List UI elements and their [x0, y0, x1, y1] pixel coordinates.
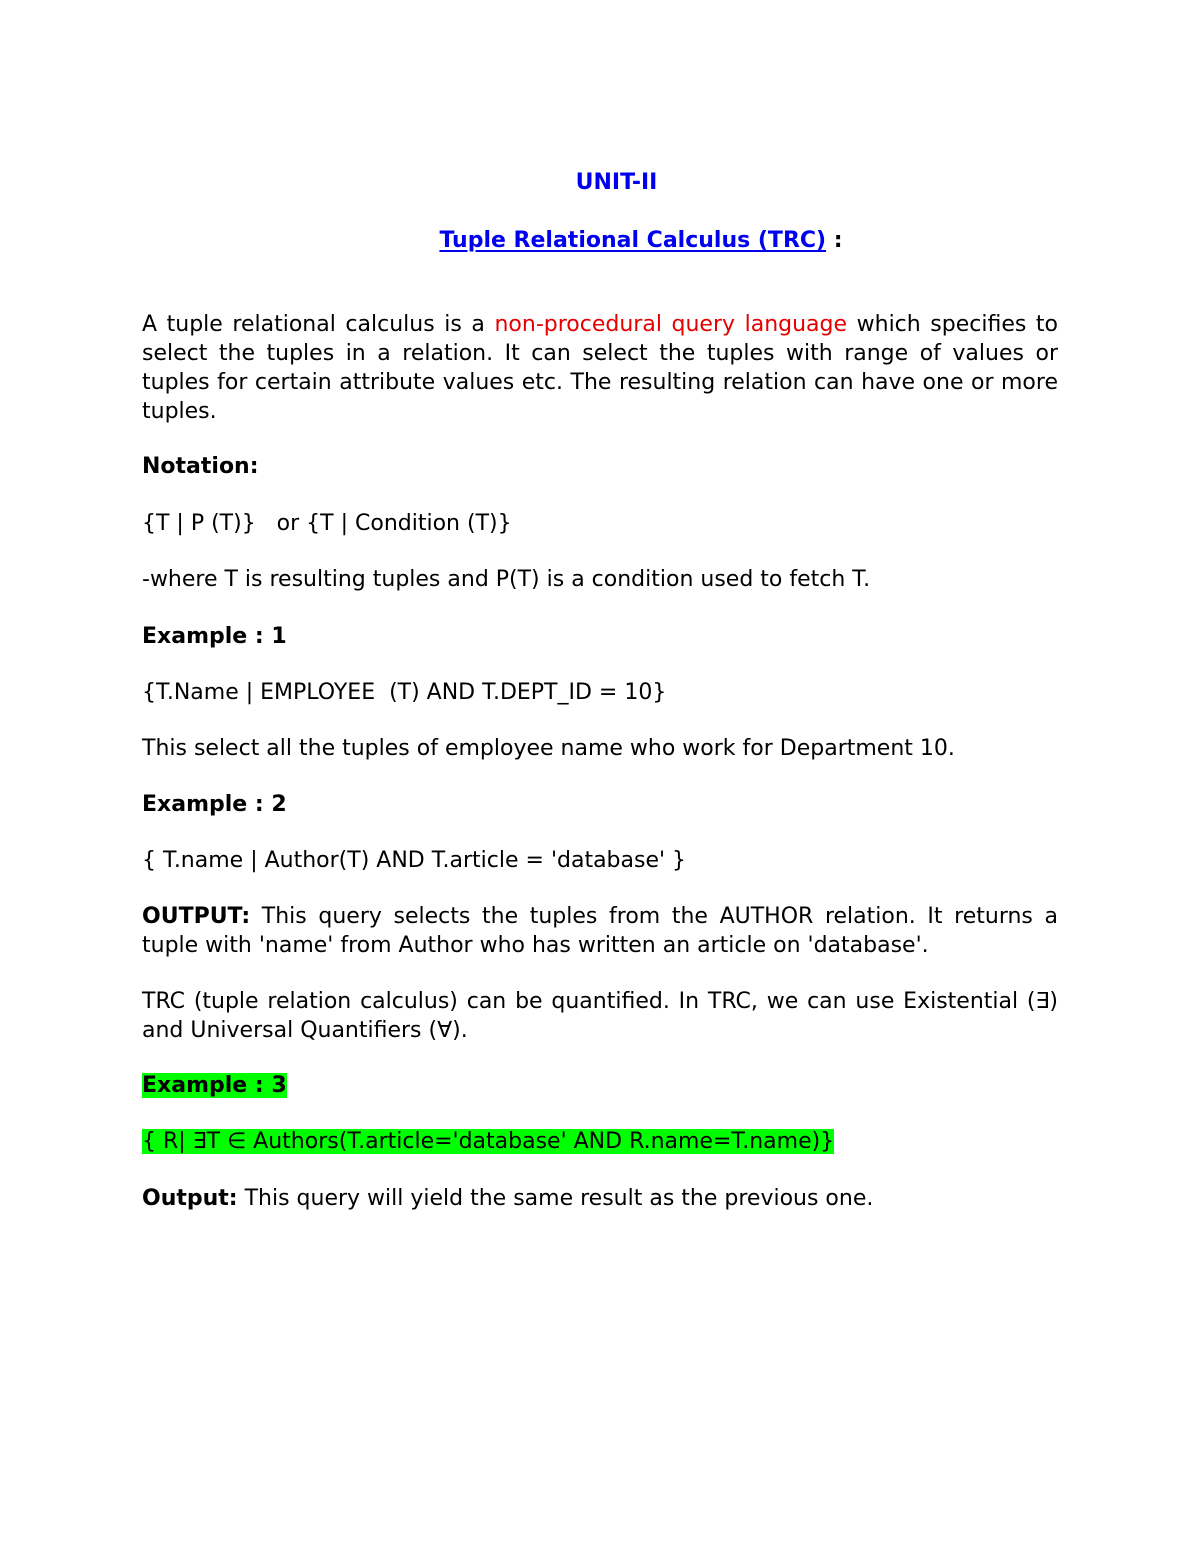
notation-heading: Notation:	[142, 454, 259, 479]
notation-where: -where T is resulting tuples and P(T) is a condition used to fetch T.	[142, 567, 871, 592]
example2-formula: { T.name | Author(T) AND T.article = 'database' }	[142, 848, 687, 873]
intro-highlight: non-procedural query language	[494, 312, 848, 337]
quantifiers-paragraph: TRC (tuple relation calculus) can be quantified. In TRC, we can use Existential (∃) and Universal Quantifiers (∀).	[142, 989, 1058, 1043]
unit-heading: UNIT-II	[575, 170, 658, 195]
example2-heading: Example : 2	[142, 792, 287, 817]
example2-output-label: OUTPUT:	[142, 904, 251, 929]
title-link[interactable]: Tuple Relational Calculus (TRC)	[439, 228, 827, 253]
example3-output	[142, 1184, 873, 1214]
example3-output-label: Output:	[142, 1186, 238, 1211]
example3-heading	[142, 1071, 287, 1101]
intro-after: which specifies to select the tuples in a relation. It can select the tuples with range of values or tuples for certain attribute values etc. The resulting relation can have one or more tuples.	[142, 312, 1059, 424]
example1-description: This select all the tuples of employee name who work for Department 10.	[142, 736, 955, 761]
example2-output	[142, 902, 1058, 960]
example1-formula: {T.Name | EMPLOYEE (T) AND T.DEPT_ID = 10}	[142, 680, 667, 705]
example3-output-text: This query will yield the same result as the previous one.	[237, 1186, 874, 1211]
notation-formula: {T | P (T)} or {T | Condition (T)}	[142, 511, 512, 536]
page-title	[0, 226, 1200, 256]
intro-before: A tuple relational calculus is a	[142, 312, 495, 337]
title-suffix: :	[826, 228, 843, 253]
example3-formula-highlight: { R| ∃T ∈ Authors(T.article='database' AND R.name=T.name)}	[142, 1129, 835, 1154]
example2-output-text: This query selects the tuples from the AUTHOR relation. It returns a tuple with 'name' from Author who has written an article on 'database'.	[142, 904, 1058, 958]
example3-formula	[142, 1127, 834, 1157]
example3-heading-highlight: Example : 3	[142, 1073, 287, 1098]
intro-paragraph	[142, 310, 1058, 426]
example1-heading: Example : 1	[142, 624, 287, 649]
